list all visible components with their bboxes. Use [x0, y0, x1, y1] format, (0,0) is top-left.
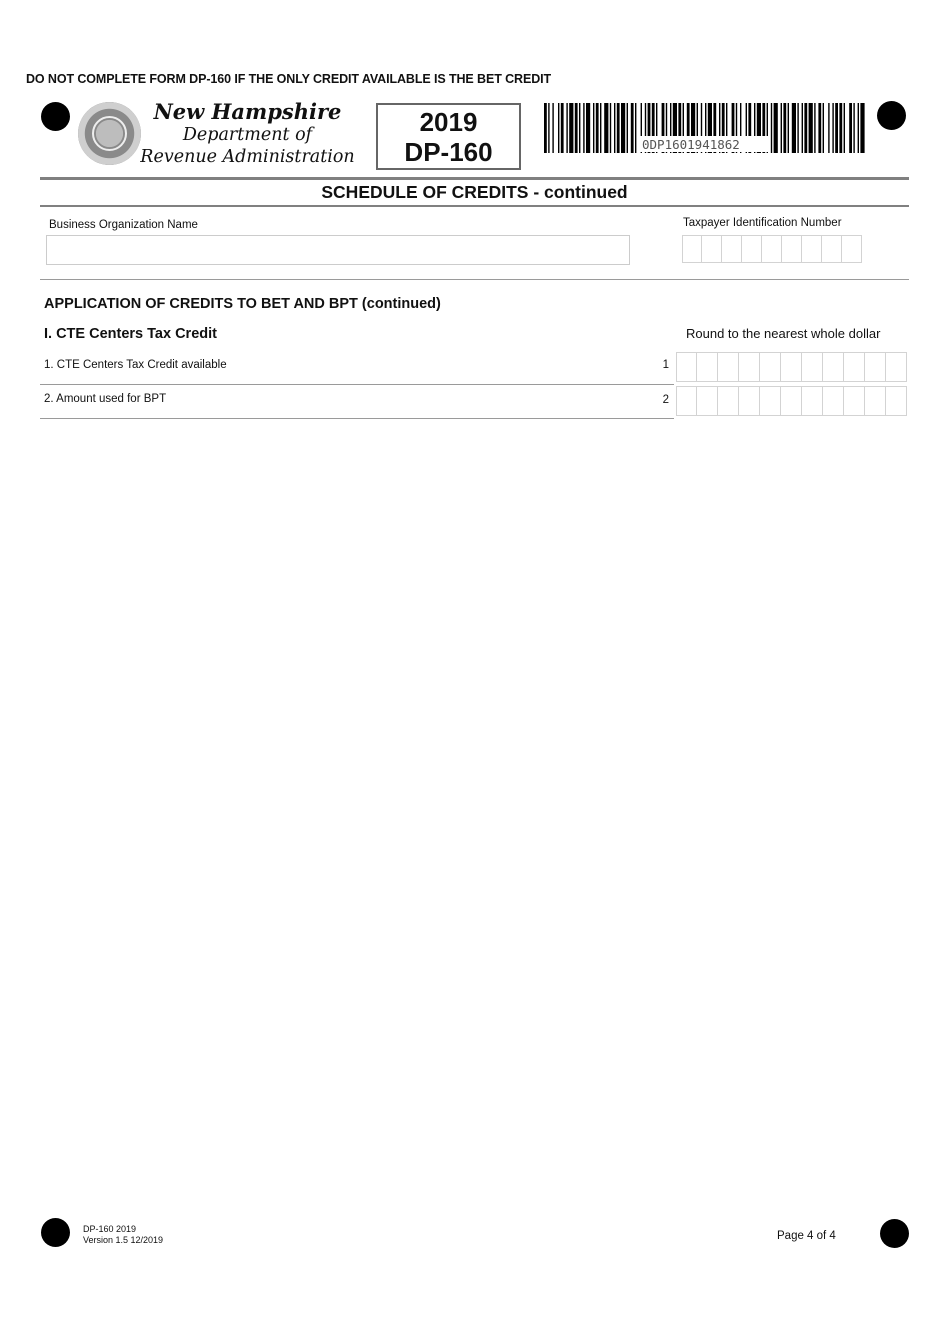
- amount-digit-cell[interactable]: [697, 386, 718, 416]
- amount-digit-cell[interactable]: [781, 352, 802, 382]
- form-year: 2019: [419, 107, 478, 137]
- form-number: DP-160: [404, 137, 493, 167]
- agency-name: [140, 100, 355, 168]
- tin-field[interactable]: [682, 235, 862, 263]
- registration-mark-top-right: [877, 101, 906, 130]
- amount-digit-cell[interactable]: [760, 386, 781, 416]
- barcode-number: 0DP1601941862: [642, 137, 740, 152]
- agency-line-rev: Revenue Administration: [140, 147, 355, 167]
- registration-mark-bottom-right: [880, 1219, 909, 1248]
- agency-line-dept: Department of: [182, 125, 313, 145]
- form-id-box: [376, 103, 521, 170]
- tin-label: Taxpayer Identification Number: [683, 217, 842, 229]
- amount-digit-cell[interactable]: [781, 386, 802, 416]
- agency-line-state: New Hampshire: [153, 99, 342, 124]
- amount-digit-cell[interactable]: [760, 352, 781, 382]
- tin-digit-cell[interactable]: [782, 235, 802, 263]
- page-number: Page 4 of 4: [777, 1230, 836, 1242]
- amount-digit-cell[interactable]: [844, 386, 865, 416]
- barcode: [544, 103, 866, 153]
- tin-digit-cell[interactable]: [742, 235, 762, 263]
- footer-version-line: Version 1.5 12/2019: [83, 1235, 164, 1245]
- footer-form-line: DP-160 2019: [83, 1224, 137, 1234]
- amount-digit-cell[interactable]: [865, 352, 886, 382]
- amount-digit-cell[interactable]: [865, 386, 886, 416]
- amount-digit-cell[interactable]: [823, 386, 844, 416]
- amount-digit-cell[interactable]: [697, 352, 718, 382]
- tin-digit-cell[interactable]: [682, 235, 702, 263]
- state-seal-icon: [78, 102, 141, 165]
- amount-digit-cell[interactable]: [718, 386, 739, 416]
- amount-digit-cell[interactable]: [802, 386, 823, 416]
- line-1-number: 1: [662, 359, 669, 371]
- line-2-label: 2. Amount used for BPT: [44, 393, 167, 405]
- header-rule: [40, 177, 909, 180]
- tin-digit-cell[interactable]: [762, 235, 782, 263]
- amount-digit-cell[interactable]: [823, 352, 844, 382]
- amount-digit-cell[interactable]: [739, 352, 760, 382]
- line-2-number: 2: [662, 394, 669, 406]
- line-1-label: 1. CTE Centers Tax Credit available: [44, 359, 227, 371]
- tin-digit-cell[interactable]: [822, 235, 842, 263]
- tin-digit-cell[interactable]: [802, 235, 822, 263]
- business-name-label: Business Organization Name: [49, 219, 198, 231]
- tin-digit-cell[interactable]: [842, 235, 862, 263]
- amount-digit-cell[interactable]: [676, 352, 697, 382]
- completion-warning: DO NOT COMPLETE FORM DP-160 IF THE ONLY CREDIT AVAILABLE IS THE BET CREDIT: [26, 72, 552, 86]
- amount-digit-cell[interactable]: [718, 352, 739, 382]
- title-rule: [40, 205, 909, 207]
- tin-digit-cell[interactable]: [702, 235, 722, 263]
- fields-rule: [40, 279, 909, 280]
- tin-digit-cell[interactable]: [722, 235, 742, 263]
- section-title: APPLICATION OF CREDITS TO BET AND BPT (continued): [44, 296, 441, 312]
- business-name-field[interactable]: [46, 235, 630, 265]
- line-2-rule: [40, 418, 674, 419]
- footer-form-id: [83, 1224, 163, 1246]
- amount-digit-cell[interactable]: [886, 352, 907, 382]
- line-2-amount-field[interactable]: [676, 386, 907, 416]
- schedule-title: SCHEDULE OF CREDITS - continued: [321, 182, 628, 202]
- round-note: Round to the nearest whole dollar: [686, 326, 881, 341]
- amount-digit-cell[interactable]: [844, 352, 865, 382]
- amount-digit-cell[interactable]: [886, 386, 907, 416]
- registration-mark-top-left: [41, 102, 70, 131]
- line-1-rule: [40, 384, 674, 385]
- section-subtitle: I. CTE Centers Tax Credit: [44, 326, 217, 342]
- amount-digit-cell[interactable]: [802, 352, 823, 382]
- line-1-amount-field[interactable]: [676, 352, 907, 382]
- amount-digit-cell[interactable]: [676, 386, 697, 416]
- amount-digit-cell[interactable]: [739, 386, 760, 416]
- registration-mark-bottom-left: [41, 1218, 70, 1247]
